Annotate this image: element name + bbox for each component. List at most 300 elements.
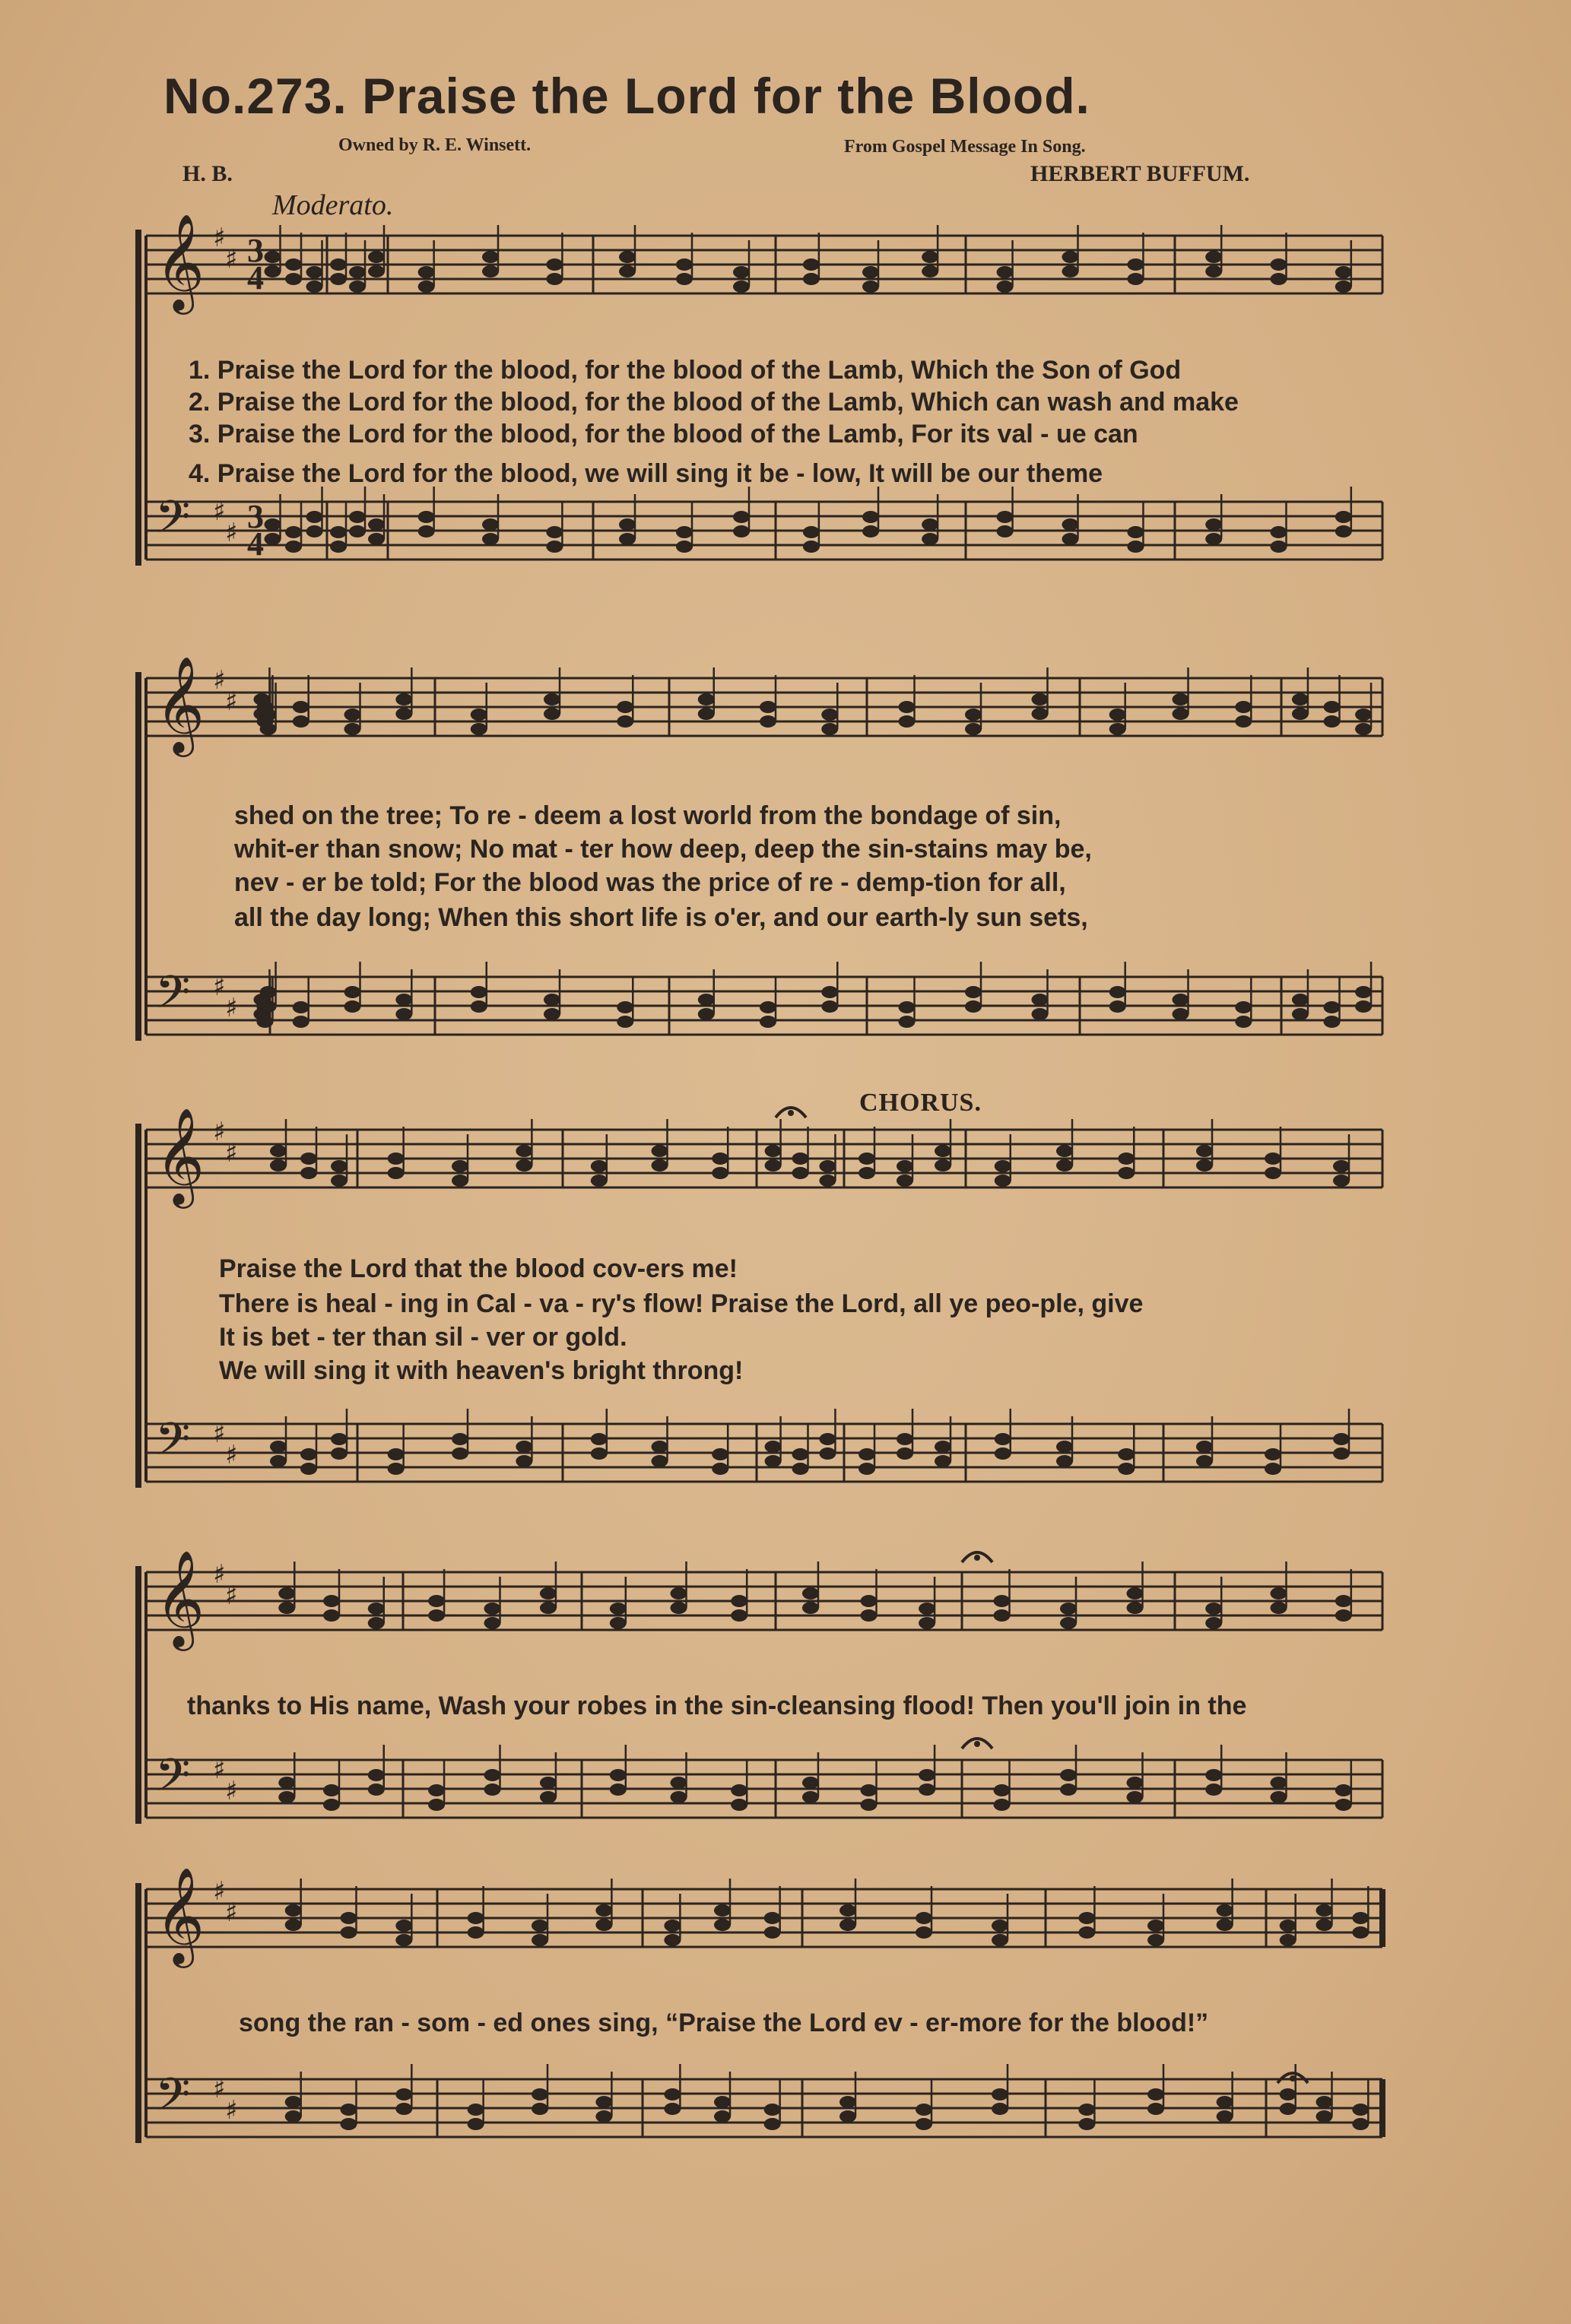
note-head (965, 723, 982, 735)
note-head (992, 1920, 1008, 1932)
sharp-icon: ♯ (213, 1755, 226, 1785)
note-head (802, 1587, 819, 1600)
note-head (368, 251, 385, 263)
note-head (792, 1152, 809, 1165)
sharp-icon: ♯ (225, 1581, 238, 1611)
note-head (1127, 1791, 1144, 1803)
note-head (300, 1152, 317, 1165)
note-head (285, 541, 302, 553)
note-head (664, 1934, 681, 1946)
note-head (992, 2103, 1008, 2115)
bass-clef-icon: 𝄢 (155, 2068, 191, 2132)
note-head (858, 1167, 875, 1179)
note-head (1280, 1920, 1296, 1932)
note-head (899, 715, 916, 728)
note-head (516, 1441, 532, 1453)
note-head (395, 708, 412, 720)
note-head (395, 1920, 412, 1932)
note-head (899, 701, 916, 713)
note-head (293, 1001, 309, 1013)
note-head (922, 251, 938, 263)
time-signature: 3 (247, 498, 264, 535)
note-head (819, 1447, 836, 1460)
note-head (306, 266, 323, 278)
note-head (1352, 2104, 1369, 2116)
note-head (1235, 715, 1252, 728)
note-head (544, 693, 560, 705)
fermata-dot (788, 1110, 794, 1116)
note-head (260, 709, 277, 721)
note-head (803, 526, 820, 538)
note-head (484, 1783, 501, 1796)
note-head (1316, 1904, 1333, 1917)
note-head (821, 1000, 838, 1013)
note-head (714, 2096, 731, 2108)
bass-clef-icon: 𝄢 (155, 1749, 191, 1812)
note-head (712, 1448, 728, 1460)
note-head (468, 2118, 484, 2130)
note-head (698, 1008, 715, 1020)
composer: HERBERT BUFFUM. (1030, 161, 1250, 186)
note-head (395, 994, 412, 1006)
note-head (1173, 693, 1189, 705)
note-head (1333, 1160, 1350, 1172)
verse-line-1: song the ran - som - ed ones sing, “Praise the Lord ev - er-more for the blood!” (239, 2009, 1209, 2037)
verse-line-2: There is heal - ing in Cal - va - ry's flow! Praise the Lord, all ye peo-ple, give (219, 1289, 1144, 1318)
note-head (792, 1448, 809, 1460)
note-head (341, 2104, 357, 2116)
note-head (664, 2088, 681, 2100)
note-head (544, 708, 560, 720)
note-head (1324, 715, 1341, 728)
note-head (652, 1455, 668, 1467)
verse-line-1: 1. Praise the Lord for the blood, for the blood of the Lamb, Which the Son of God (189, 356, 1182, 385)
note-head (676, 258, 693, 271)
note-head (1352, 1912, 1369, 1924)
note-head (1352, 2118, 1369, 2130)
note-head (344, 986, 361, 998)
note-head (270, 1145, 287, 1157)
note-head (540, 1602, 557, 1614)
note-head (995, 1447, 1011, 1460)
note-head (610, 1769, 627, 1781)
note-head (428, 1784, 445, 1796)
note-head (712, 1463, 728, 1475)
note-head (395, 2103, 412, 2115)
note-head (1324, 1016, 1341, 1028)
note-head (482, 251, 499, 263)
note-head (1333, 1175, 1350, 1187)
note-head (1109, 986, 1126, 998)
note-head (1292, 1008, 1309, 1020)
note-head (714, 1904, 731, 1917)
note-head (760, 1016, 776, 1028)
note-head (1205, 265, 1222, 277)
note-head (546, 526, 563, 538)
note-head (270, 1441, 287, 1453)
note-head (331, 1433, 348, 1445)
note-head (764, 2104, 781, 2116)
note-head (1355, 723, 1372, 735)
note-head (1056, 1441, 1073, 1453)
note-head (591, 1175, 608, 1187)
note-head (368, 1603, 385, 1615)
note-head (1147, 2103, 1164, 2115)
note-head (532, 1934, 548, 1946)
bass-clef-icon: 𝄢 (155, 965, 191, 1029)
note-head (919, 1603, 935, 1615)
note-head (997, 266, 1014, 278)
verse-line-4: We will sing it with heaven's bright throng! (219, 1356, 744, 1385)
note-head (418, 281, 435, 293)
note-head (1078, 1926, 1095, 1939)
note-head (1118, 1152, 1135, 1165)
note-head (388, 1152, 405, 1165)
note-head (293, 1016, 309, 1028)
verse-line-3: 3. Praise the Lord for the blood, for the blood of the Lamb, For its val - ue can (189, 420, 1138, 449)
note-head (733, 281, 750, 293)
note-head (1265, 1167, 1281, 1179)
note-head (591, 1160, 608, 1172)
note-head (1205, 1617, 1222, 1629)
note-head (516, 1145, 532, 1157)
note-head (471, 723, 487, 735)
note-head (617, 1016, 633, 1028)
note-head (544, 1008, 560, 1020)
chorus-label: CHORUS. (859, 1089, 982, 1117)
note-head (344, 723, 361, 735)
note-head (544, 994, 560, 1006)
note-head (278, 1777, 295, 1789)
note-head (610, 1783, 627, 1796)
note-head (349, 281, 366, 293)
note-head (897, 1175, 913, 1187)
verse-line-2: 2. Praise the Lord for the blood, for the blood of the Lamb, Which can wash and make (189, 388, 1239, 417)
note-head (994, 1595, 1011, 1607)
note-head (994, 1784, 1011, 1796)
note-head (1196, 1455, 1213, 1467)
note-head (765, 1145, 782, 1157)
note-head (1173, 708, 1189, 720)
note-head (760, 701, 776, 713)
note-head (935, 1441, 951, 1453)
note-head (330, 526, 347, 538)
note-head (428, 1595, 445, 1607)
sharp-icon: ♯ (225, 1898, 238, 1928)
verse-line-1: Praise the Lord that the blood cov-ers me! (219, 1254, 738, 1283)
note-head (676, 273, 693, 285)
note-head (733, 525, 750, 537)
sharp-icon: ♯ (213, 665, 226, 696)
note-head (323, 1784, 340, 1796)
note-head (1324, 1001, 1341, 1013)
note-head (1333, 1433, 1350, 1445)
note-head (300, 1463, 317, 1475)
note-head (395, 693, 412, 705)
time-signature: 3 (247, 232, 264, 269)
sharp-icon: ♯ (225, 2095, 238, 2126)
note-head (861, 1799, 878, 1811)
note-head (285, 258, 302, 271)
sharp-icon: ♯ (213, 496, 226, 527)
note-head (306, 281, 323, 293)
note-head (935, 1145, 951, 1157)
source-note: From Gospel Message In Song. (844, 137, 1086, 157)
note-head (1235, 1016, 1252, 1028)
note-head (344, 709, 361, 721)
note-head (1127, 526, 1144, 538)
note-head (922, 265, 938, 277)
note-head (300, 1167, 317, 1179)
note-head (935, 1159, 951, 1172)
sharp-icon: ♯ (213, 223, 226, 253)
note-head (899, 1001, 916, 1013)
note-head (765, 1441, 782, 1453)
note-head (1205, 1769, 1222, 1781)
note-head (265, 251, 281, 263)
note-head (1109, 709, 1126, 721)
sharp-icon: ♯ (213, 972, 226, 1002)
note-head (619, 533, 636, 545)
note-head (546, 273, 563, 285)
note-head (418, 266, 435, 278)
sharp-icon: ♯ (225, 993, 238, 1023)
note-head (733, 511, 750, 523)
note-head (1196, 1441, 1213, 1453)
note-head (260, 986, 277, 998)
note-head (803, 258, 820, 271)
note-head (676, 526, 693, 538)
note-head (306, 511, 323, 523)
note-head (395, 2088, 412, 2100)
note-head (1235, 1001, 1252, 1013)
note-head (341, 2118, 357, 2130)
note-head (1335, 1595, 1352, 1607)
note-head (1060, 1603, 1077, 1615)
note-head (802, 1777, 819, 1789)
note-head (341, 1912, 357, 1924)
note-head (388, 1167, 405, 1179)
note-head (368, 1783, 385, 1796)
note-head (1316, 1919, 1333, 1931)
sharp-icon: ♯ (225, 244, 238, 274)
note-head (897, 1433, 913, 1445)
note-head (819, 1433, 836, 1445)
note-head (285, 2096, 302, 2108)
note-head (862, 511, 879, 523)
note-head (349, 266, 366, 278)
note-head (285, 1919, 302, 1931)
note-head (265, 533, 281, 545)
note-head (839, 2096, 856, 2108)
bass-clef-icon: 𝄢 (155, 490, 191, 554)
note-head (265, 518, 281, 531)
note-head (1109, 723, 1126, 735)
note-head (484, 1769, 501, 1781)
note-head (341, 1926, 357, 1939)
note-head (293, 715, 309, 728)
note-head (861, 1595, 878, 1607)
note-head (1335, 511, 1352, 523)
note-head (418, 511, 435, 523)
note-head (858, 1152, 875, 1165)
note-head (468, 2104, 484, 2116)
note-head (428, 1609, 445, 1622)
note-head (760, 715, 776, 728)
note-head (368, 533, 385, 545)
note-head (368, 1617, 385, 1629)
note-head (733, 266, 750, 278)
note-head (803, 541, 820, 553)
note-head (1335, 266, 1352, 278)
note-head (1032, 708, 1049, 720)
note-head (764, 1926, 781, 1939)
note-head (1355, 1000, 1372, 1013)
note-head (1265, 1448, 1281, 1460)
note-head (965, 1000, 982, 1013)
note-head (1217, 1919, 1233, 1931)
note-head (1173, 994, 1189, 1006)
note-head (278, 1791, 295, 1803)
note-head (1205, 533, 1222, 545)
note-head (765, 1455, 782, 1467)
note-head (664, 2103, 681, 2115)
sharp-icon: ♯ (213, 1419, 226, 1449)
note-head (265, 265, 281, 277)
note-head (1060, 1617, 1077, 1629)
note-head (595, 1904, 612, 1917)
note-head (1355, 709, 1372, 721)
note-head (516, 1455, 532, 1467)
note-head (1032, 693, 1049, 705)
sharp-icon: ♯ (213, 2074, 226, 2104)
note-head (1056, 1159, 1073, 1172)
note-head (995, 1160, 1011, 1172)
note-head (1196, 1159, 1213, 1172)
note-head (821, 723, 838, 735)
note-head (1127, 1777, 1144, 1789)
note-head (922, 533, 938, 545)
note-head (540, 1777, 557, 1789)
note-head (819, 1175, 836, 1187)
note-head (839, 1919, 856, 1931)
note-head (916, 2118, 932, 2130)
note-head (1078, 1912, 1095, 1924)
note-head (323, 1595, 340, 1607)
note-head (1335, 1784, 1352, 1796)
note-head (1056, 1145, 1073, 1157)
note-head (1062, 533, 1079, 545)
note-head (1118, 1167, 1135, 1179)
owned-by: Owned by R. E. Winsett. (338, 135, 532, 155)
note-head (428, 1799, 445, 1811)
treble-clef-icon: 𝄞 (155, 1549, 205, 1647)
note-head (1127, 1587, 1144, 1600)
note-head (919, 1769, 935, 1781)
verse-line-1: shed on the tree; To re - deem a lost world from the bondage of sin, (234, 801, 1062, 830)
sharp-icon: ♯ (225, 1138, 238, 1168)
note-head (1205, 518, 1222, 531)
note-head (306, 525, 323, 537)
note-head (418, 525, 435, 537)
note-head (300, 1448, 317, 1460)
note-head (1062, 265, 1079, 277)
note-head (919, 1617, 935, 1629)
treble-clef-icon: 𝄞 (155, 655, 205, 753)
note-head (1062, 251, 1079, 263)
note-head (293, 701, 309, 713)
note-head (731, 1784, 747, 1796)
note-head (652, 1145, 668, 1157)
note-head (344, 1000, 361, 1013)
note-head (471, 986, 487, 998)
note-head (1271, 541, 1287, 553)
note-head (1352, 1926, 1369, 1939)
note-head (1032, 1008, 1049, 1020)
note-head (285, 2110, 302, 2123)
fermata-dot (1290, 2075, 1296, 2081)
note-head (862, 281, 879, 293)
note-head (1280, 1934, 1296, 1946)
note-head (1271, 1791, 1287, 1803)
verse-line-3: It is bet - ter than sil - ver or gold. (219, 1323, 627, 1352)
note-head (1335, 1799, 1352, 1811)
note-head (270, 1455, 287, 1467)
note-head (899, 1016, 916, 1028)
time-signature: 4 (247, 525, 264, 563)
note-head (368, 1769, 385, 1781)
note-head (760, 1001, 776, 1013)
note-head (471, 1000, 487, 1013)
note-head (285, 273, 302, 285)
note-head (1217, 2110, 1233, 2123)
note-head (764, 1912, 781, 1924)
note-head (1280, 2103, 1296, 2115)
note-head (819, 1160, 836, 1172)
note-head (676, 541, 693, 553)
note-head (1060, 1783, 1077, 1796)
note-head (1147, 1934, 1164, 1946)
note-head (368, 518, 385, 531)
note-head (922, 518, 938, 531)
note-head (610, 1603, 627, 1615)
note-head (862, 525, 879, 537)
note-head (546, 258, 563, 271)
note-head (1173, 1008, 1189, 1020)
note-head (897, 1160, 913, 1172)
note-head (1147, 2088, 1164, 2100)
note-head (1060, 1769, 1077, 1781)
verse-line-2: whit-er than snow; No mat - ter how deep, deep the sin-stains may be, (234, 835, 1092, 864)
note-head (1265, 1463, 1281, 1475)
note-head (1316, 2110, 1333, 2123)
treble-clef-icon: 𝄞 (155, 213, 205, 310)
note-head (452, 1433, 468, 1445)
note-head (992, 1934, 1008, 1946)
note-head (995, 1433, 1011, 1445)
note-head (617, 715, 633, 728)
note-head (532, 2088, 548, 2100)
note-head (731, 1609, 747, 1622)
note-head (994, 1799, 1011, 1811)
note-head (1147, 1920, 1164, 1932)
note-head (671, 1791, 687, 1803)
note-head (731, 1595, 747, 1607)
note-head (1292, 994, 1309, 1006)
note-head (1118, 1463, 1135, 1475)
note-head (652, 1441, 668, 1453)
note-head (1271, 1602, 1287, 1614)
